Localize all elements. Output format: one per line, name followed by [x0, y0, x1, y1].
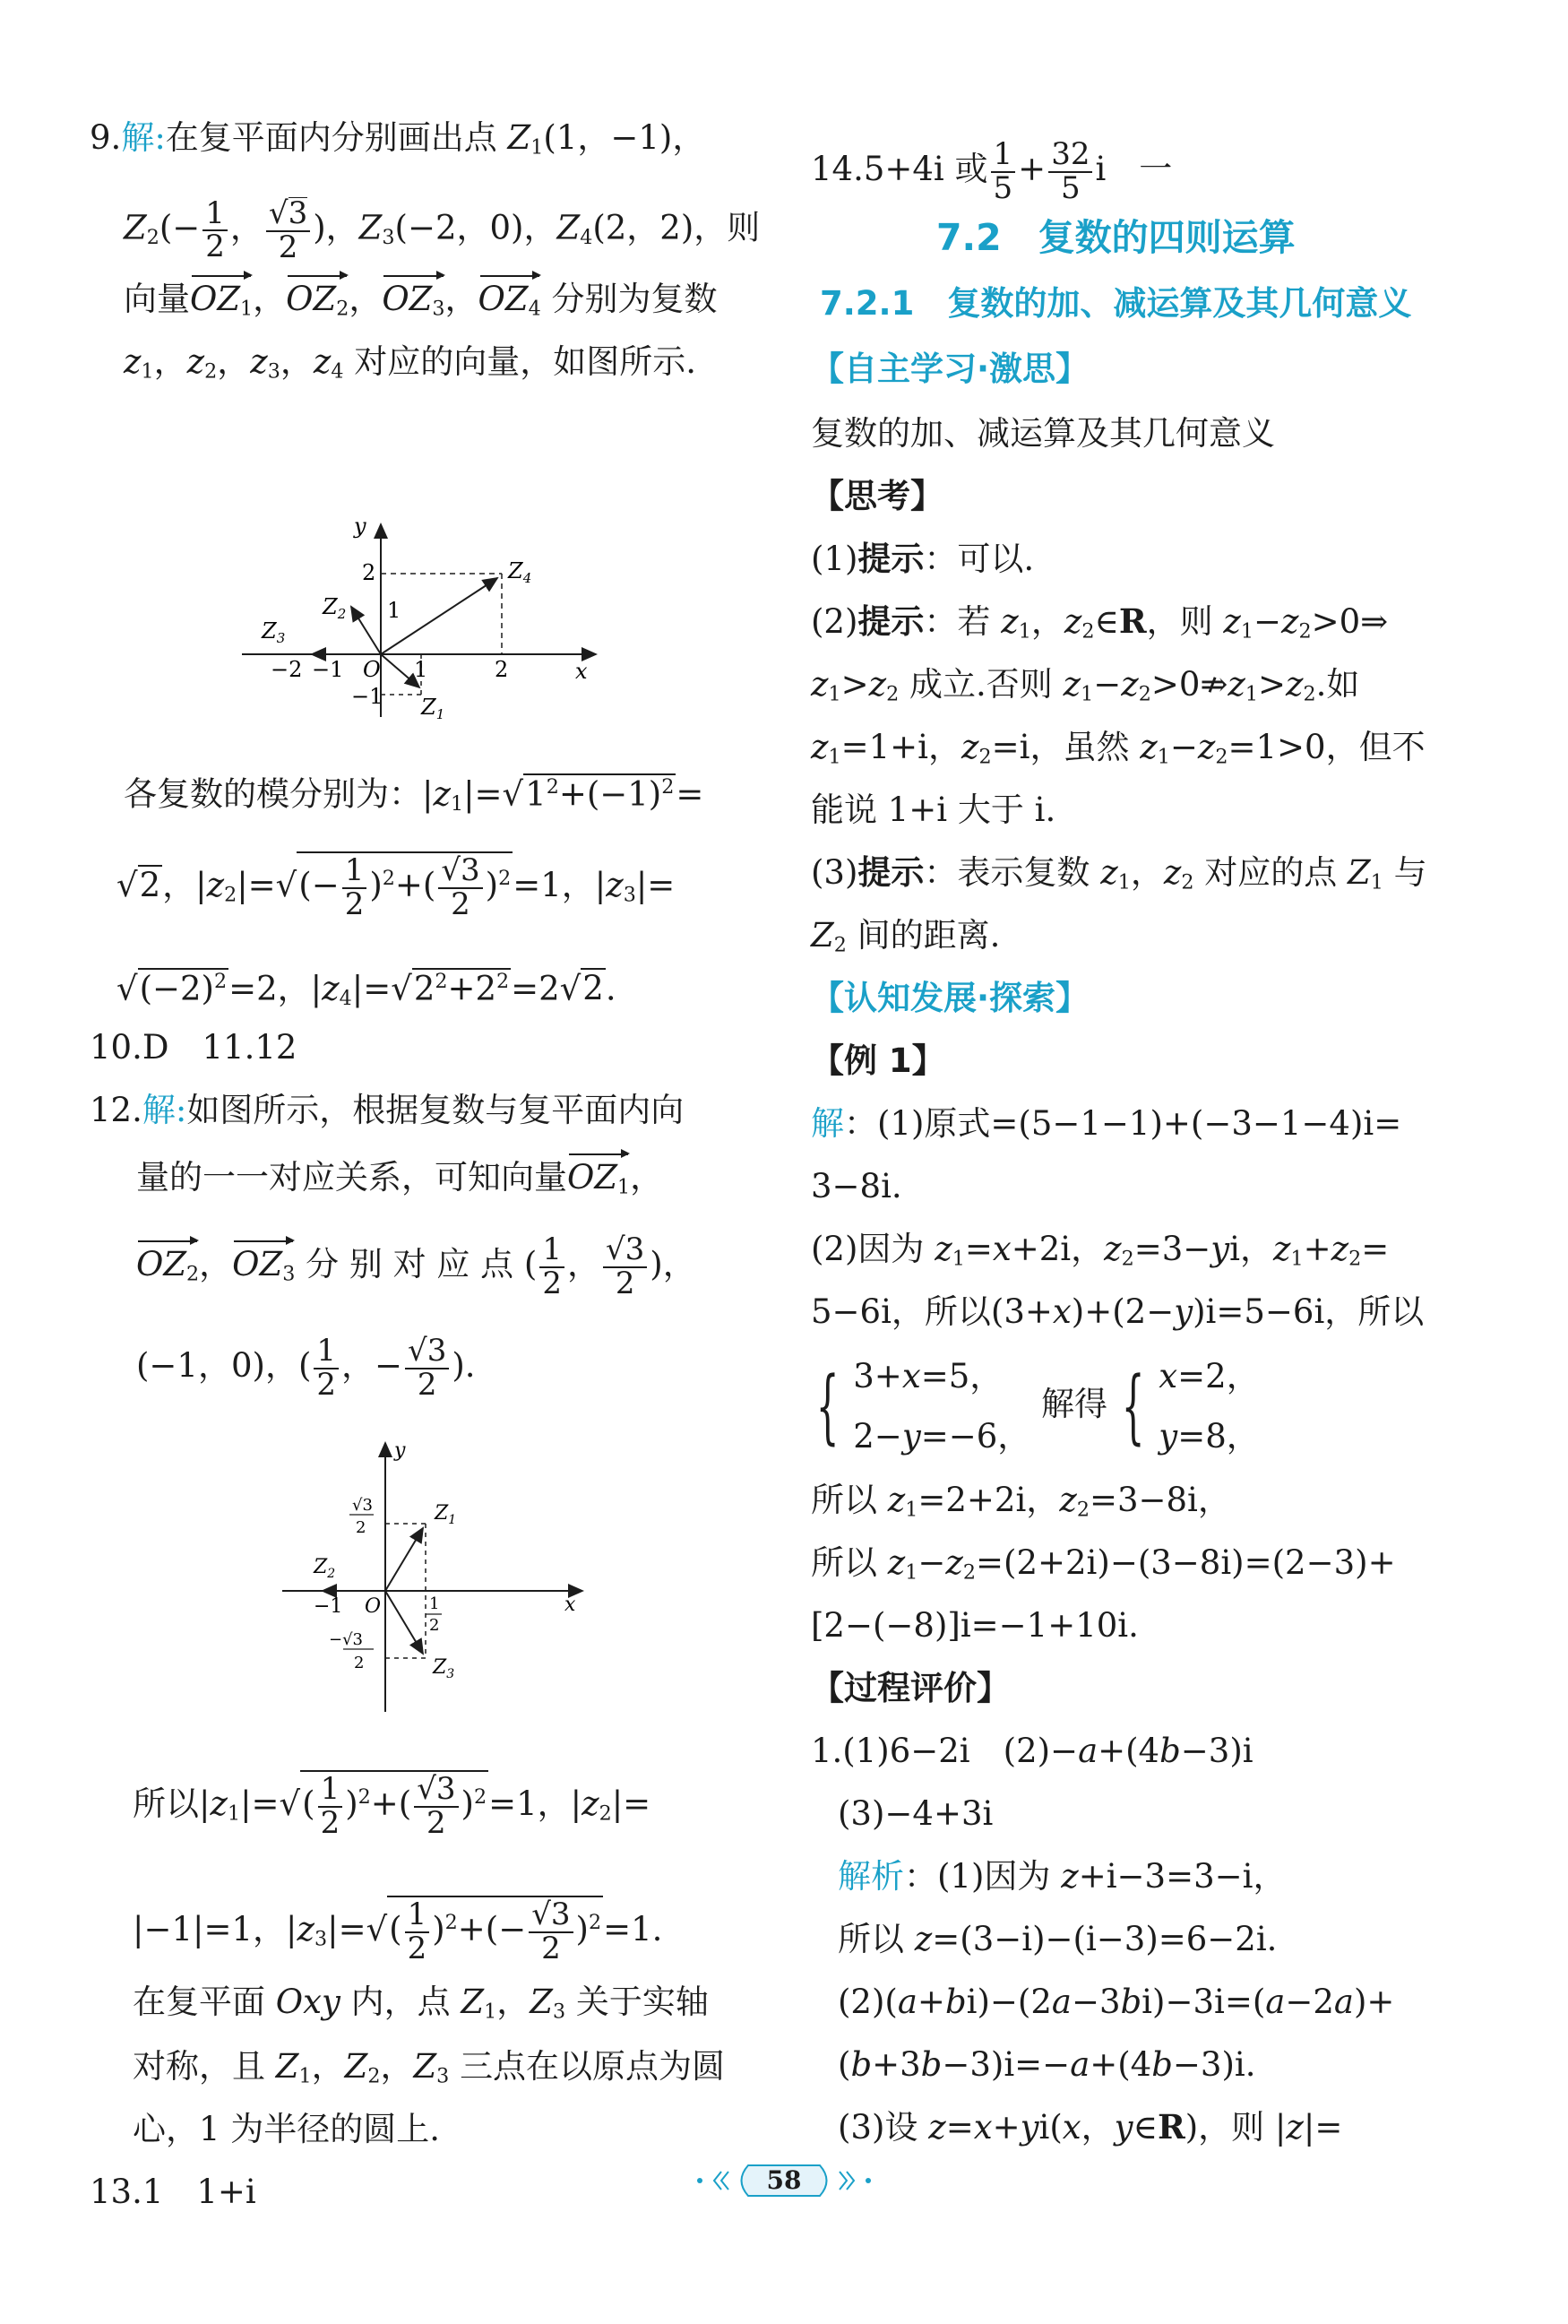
svg-text:x: x [575, 659, 588, 684]
q9-mod-line3: $√(-2)^2=2$，$|z_4|=√2^2+2^2=2√2$. [116, 969, 616, 1010]
svg-text:−1: −1 [314, 1595, 343, 1618]
svg-text:√3: √3 [352, 1496, 373, 1515]
page-number: 58 [766, 2165, 802, 2195]
svg-text:1: 1 [429, 1594, 440, 1613]
svg-text:x: x [564, 1594, 576, 1616]
q12-line3: $OZ_2$，$OZ_3$ 分 别 对 应 点 ( $\frac{1}{2}$ ， $\frac{√3}{2}$ )， [136, 1231, 696, 1301]
example1-part2-line1: (2)因为 $z_1=x+2i$，$z_2=3-yi$，$z_1+z_2=$ [811, 1230, 1390, 1271]
q12-conclusion-line1: 在复平面 Oxy 内，点 $Z_1$，$Z_3$ 关于实轴 [133, 1983, 709, 2024]
example1-part2-line5: 所以 $z_1=2+2i$，$z_2=3-8i$， [811, 1481, 1231, 1522]
svg-text:−1: −1 [351, 684, 383, 709]
example1-part2-line7: [2−(−8)]i=−1+10i. [811, 1606, 1139, 1645]
sikao-2-line4: 能说 1+i 大于 i. [811, 791, 1056, 829]
eval1-analysis-line1: 解析：(1)因为 z+i−3=3−i， [838, 1857, 1287, 1896]
svg-text:2: 2 [362, 560, 376, 585]
q14-answer: 14.5+4i 或 $\frac{1}{5}$ + $\frac{32}{5}$ i 一 [811, 136, 1173, 206]
svg-text:Z2: $Z_2$ [314, 1556, 336, 1581]
q9-line1: 9.解:在复平面内分别画出点 $Z_1(1$，−1)， [90, 118, 706, 160]
svg-text:Z3: $Z_3$ [433, 1656, 455, 1681]
example1-part2-line2: 5−6i，所以(3+x)+(2−y)i=5−6i，所以 [811, 1292, 1425, 1331]
eval1-analysis-line3: (2)(a+bi)−(2a−3bi)−3i=(a−2a)+ [838, 1983, 1395, 2021]
sikao-2-line3: $z_1=1+i$，$z_2=i$，虽然 $z_1-z_2=1>0$，但不 [811, 728, 1426, 769]
q9-line4: $z_1$，$z_2$，$z_3$，$z_4$ 对应的向量，如图所示. [124, 342, 697, 384]
svg-text:Z4: $Z_4$ [508, 558, 532, 586]
svg-text:y: y [394, 1439, 406, 1462]
example1-line1: 解：(1)原式=(5−1−1)+(−3−1−4)i= [811, 1104, 1402, 1143]
svg-text:−√3: −√3 [329, 1630, 364, 1649]
q12-mod-line2: |−1|=1，$|z_3|=√$( $\frac{1}{2}$ )$^2$+(− $\frac{√3}{2}$ )$^2$=1. [133, 1896, 663, 1966]
sikao-2-line1: (2)提示：若 $z_1$，$z_2\in R$，则 $z_1-z_2>0\Rightarrow$ [811, 601, 1389, 644]
q12-conclusion-line2: 对称，且 $Z_1$，$Z_2$，$Z_3$ 三点在以原点为圆 [133, 2047, 726, 2088]
svg-text:O: O [365, 1595, 382, 1618]
example1-line2: 3−8i. [811, 1167, 902, 1205]
svg-text:2: 2 [429, 1616, 440, 1635]
svg-text:Z1: $Z_1$ [421, 695, 445, 721]
zizhu-text: 复数的加、减运算及其几何意义 [811, 414, 1275, 453]
svg-text:−1: −1 [312, 657, 344, 682]
svg-text:Z3: $Z_3$ [262, 618, 286, 646]
q9-line3: 向量$OZ_1$，$OZ_2$，$OZ_3$，$OZ_4$ 分别为复数 [124, 280, 718, 321]
eval1-answer3: (3)−4+3i [838, 1794, 994, 1833]
eval1-analysis-line5: (3)设 z=x+yi(x，y∈R)，则 |z|= [838, 2107, 1343, 2147]
q12-line4: (−1，0)，( $\frac{1}{2}$ ，− $\frac{√3}{2}$ ). [136, 1333, 476, 1403]
svg-text:2: 2 [356, 1518, 366, 1537]
page-number-badge [694, 2160, 874, 2201]
q12-complex-plane-diagram [282, 1430, 659, 1716]
tag-guocheng-pingjia: 【过程评价】 [811, 1669, 1010, 1707]
q12-conclusion-line3: 心，1 为半径的圆上. [133, 2110, 441, 2148]
svg-text:1: 1 [387, 598, 401, 623]
q9-line2: $Z_2(-$ $\frac{1}{2}$ ， $\frac{√3}{2}$ )，$Z_3(-2$，0)，$Z_4(2$，2)，则 [124, 194, 761, 265]
sikao-3-line2: $Z_2$ 间的距离. [811, 916, 1001, 957]
svg-text:O: O [363, 657, 381, 682]
tag-zizhu-xuexi: 【自主学习·激思】 [811, 350, 1090, 388]
eval1-answers: 1.(1)6−2i (2)−a+(4b−3)i [811, 1732, 1254, 1770]
vector-oz3 [385, 1591, 423, 1654]
sikao-3-line1: (3)提示：表示复数 $z_1$，$z_2$ 对应的点 $Z_1$ 与 [811, 852, 1427, 894]
q10-11-answers: 10.D 11.12 [90, 1028, 297, 1067]
svg-text:2: 2 [495, 657, 509, 682]
svg-text:2: 2 [354, 1654, 365, 1672]
example1-part2-line6: 所以 $z_1-z_2=(2+2i)-(3-8i)=(2-3)+$ [811, 1543, 1396, 1585]
svg-text:1: 1 [414, 657, 428, 682]
tag-li1: 【例 1】 [811, 1041, 945, 1080]
sikao-2-line2: $z_1>z_2$ 成立.否则 $z_1-z_2>0⇏z_1>z_2$.如 [811, 665, 1360, 706]
q9-complex-plane-diagram [242, 417, 654, 721]
tag-renzhi-fazhan: 【认知发展·探索】 [811, 979, 1090, 1017]
svg-text:Z1: $Z_1$ [435, 1502, 457, 1527]
q9-mod-line1: 各复数的模分别为：$|z_1|=√1^2+(-1)^2=$ [124, 774, 704, 816]
example1-equation-system: { 3+x=5， 2−y=−6， 解得 { x=2， y=8， [815, 1357, 1260, 1456]
eval1-analysis-line4: (b+3b−3)i=−a+(4b−3)i. [838, 2045, 1256, 2084]
vector-oz2 [351, 607, 381, 654]
q13-answer: 13.1 1+i [90, 2173, 256, 2211]
tag-sikao: 【思考】 [811, 477, 943, 515]
q12-mod-line1: 所以$|z_1|=√$( $\frac{1}{2}$ )$^2$+( $\frac{√3}{2}$ )$^2$=1，$|z_2|=$ [133, 1771, 651, 1841]
svg-text:−2: −2 [271, 657, 303, 682]
vector-oz1 [385, 1528, 423, 1591]
q9-mod-line2: √2，$|z_2|=√(-$ $\frac{1}{2}$ )$^2$+( $\frac{√3}{2}$ )$^2$=1，$|z_3|=$ [116, 852, 676, 922]
sikao-1: (1)提示：可以. [811, 539, 1035, 578]
svg-text:y: y [354, 514, 366, 539]
jie-label: 解 [121, 118, 155, 157]
q12-line1: 12.解:如图所示，根据复数与复平面内向 [90, 1091, 685, 1129]
svg-text:Z2: $Z_2$ [323, 594, 347, 622]
section-7-2-1-heading: 7.2.1 复数的加、减运算及其几何意义 [820, 284, 1412, 323]
q12-line2: 量的一一对应关系，可知向量$OZ_1$， [136, 1158, 664, 1199]
eval1-analysis-line2: 所以 z=(3−i)−(i−3)=6−2i. [838, 1920, 1278, 1958]
section-7-2-heading: 7.2 复数的四则运算 [936, 216, 1296, 259]
